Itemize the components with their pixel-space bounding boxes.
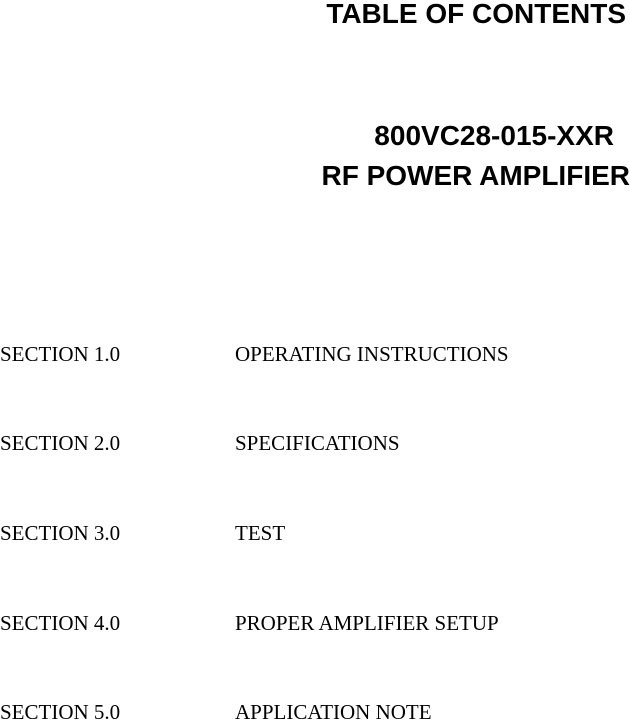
toc-section-title: PROPER AMPLIFIER SETUP [235,611,499,635]
toc-section-title: APPLICATION NOTE [235,700,432,724]
toc-section-title: OPERATING INSTRUCTIONS [235,342,509,366]
model-number: 800VC28-015-XXR [374,120,614,151]
product-heading [0,116,630,196]
toc-entry [0,341,630,367]
toc-section-number: SECTION 2.0 [0,431,121,455]
toc-section-title: TEST [235,521,286,545]
toc-section-title: SPECIFICATIONS [235,431,400,455]
product-name: RF POWER AMPLIFIER [321,160,630,191]
toc-section-number: SECTION 4.0 [0,611,121,635]
toc-entry [0,699,630,725]
page-title: TABLE OF CONTENTS [326,0,626,29]
toc-section-number: SECTION 3.0 [0,521,121,545]
toc-entry [0,430,630,456]
toc-entry [0,520,630,546]
toc-entry [0,610,630,636]
toc-section-number: SECTION 1.0 [0,342,121,366]
toc-section-number: SECTION 5.0 [0,700,121,724]
